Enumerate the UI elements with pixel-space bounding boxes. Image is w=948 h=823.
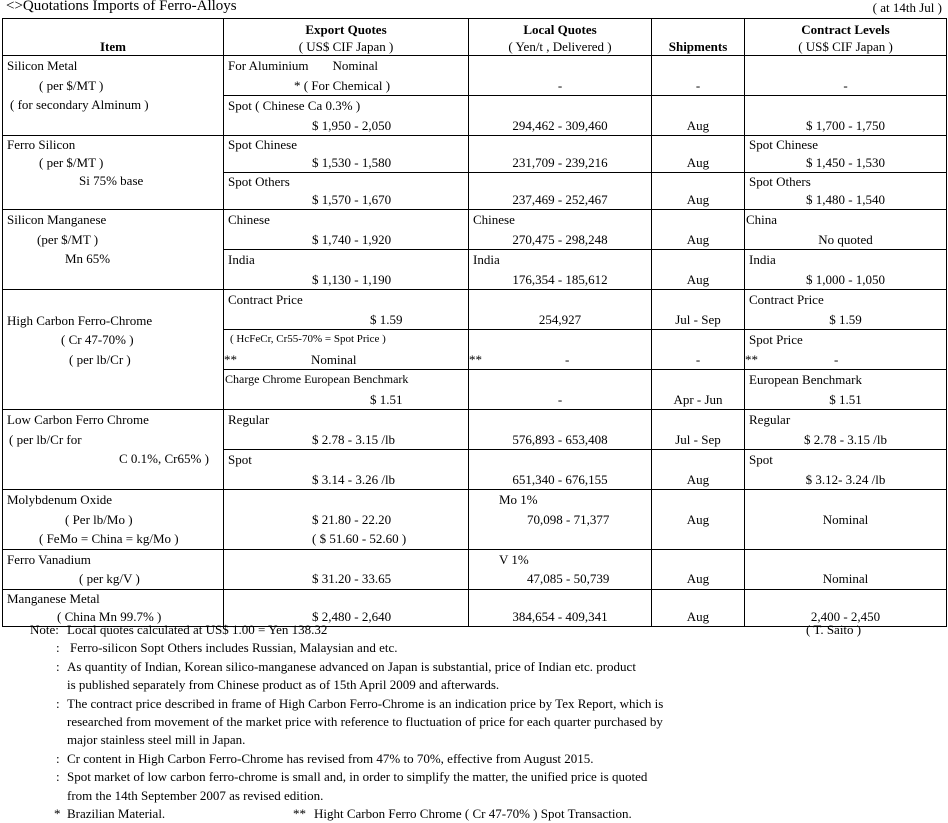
export-cell: Chinese $ 1,740 - 1,920 bbox=[224, 210, 469, 250]
shipment-cell: Jul - Sep bbox=[652, 410, 745, 450]
item-cell: Ferro Vanadium ( per kg/V ) bbox=[3, 549, 224, 589]
export-cell: Spot Chinese $ 1,530 - 1,580 bbox=[224, 136, 469, 173]
local-cell: Mo 1% 70,098 - 71,377 bbox=[469, 490, 652, 550]
shipment-cell: Aug bbox=[652, 96, 745, 136]
table-row bbox=[3, 56, 947, 96]
export-cell: $ 21.80 - 22.20 ( $ 51.60 - 52.60 ) bbox=[224, 490, 469, 550]
shipment-cell: Jul - Sep bbox=[652, 290, 745, 330]
shipment-cell: Aug bbox=[652, 490, 745, 550]
local-cell: 254,927 bbox=[469, 290, 652, 330]
export-cell: Regular $ 2.78 - 3.15 /lb bbox=[224, 410, 469, 450]
table-row bbox=[3, 210, 947, 250]
item-cell: Silicon Manganese (per $/MT ) Mn 65% bbox=[3, 210, 224, 290]
export-cell: For Aluminium Nominal * ( For Chemical ) bbox=[224, 56, 469, 96]
export-cell: Spot Others $ 1,570 - 1,670 bbox=[224, 173, 469, 210]
table-row bbox=[3, 290, 947, 330]
local-cell: V 1% 47,085 - 50,739 bbox=[469, 549, 652, 589]
contract-cell: Spot $ 3.12- 3.24 /lb bbox=[745, 450, 947, 490]
export-cell: ( HcFeCr, Cr55-70% = Spot Price ) ** Nominal bbox=[224, 330, 469, 370]
export-cell: India $ 1,130 - 1,190 bbox=[224, 250, 469, 290]
contract-cell: $ 1,700 - 1,750 bbox=[745, 96, 947, 136]
quotations-table bbox=[2, 18, 947, 627]
shipment-cell: Aug bbox=[652, 549, 745, 589]
item-cell: Manganese Metal ( China Mn 99.7% ) bbox=[3, 589, 224, 626]
item-cell: Molybdenum Oxide ( Per lb/Mo ) ( FeMo = China = kg/Mo ) bbox=[3, 490, 224, 550]
contract-cell: - bbox=[745, 56, 947, 96]
shipment-cell: - bbox=[652, 56, 745, 96]
shipment-cell: Aug bbox=[652, 450, 745, 490]
shipment-cell: Aug bbox=[652, 210, 745, 250]
col-header-contract: Contract Levels ( US$ CIF Japan ) bbox=[745, 19, 947, 56]
contract-cell: Spot Chinese $ 1,450 - 1,530 bbox=[745, 136, 947, 173]
local-cell: 237,469 - 252,467 bbox=[469, 173, 652, 210]
shipment-cell: Aug bbox=[652, 589, 745, 626]
contract-cell: China No quoted bbox=[745, 210, 947, 250]
export-cell: Charge Chrome European Benchmark $ 1.51 bbox=[224, 370, 469, 410]
shipment-cell: Apr - Jun bbox=[652, 370, 745, 410]
export-cell: Spot $ 3.14 - 3.26 /lb bbox=[224, 450, 469, 490]
local-cell: 651,340 - 676,155 bbox=[469, 450, 652, 490]
local-cell: India 176,354 - 185,612 bbox=[469, 250, 652, 290]
export-cell: Contract Price $ 1.59 bbox=[224, 290, 469, 330]
local-cell: - bbox=[469, 370, 652, 410]
shipment-cell: Aug bbox=[652, 136, 745, 173]
local-cell: ** - bbox=[469, 330, 652, 370]
item-cell: Silicon Metal ( per $/MT ) ( for secondary Alminum ) bbox=[3, 56, 224, 136]
contract-cell: Spot Price ** - bbox=[745, 330, 947, 370]
header-row bbox=[3, 19, 947, 56]
col-header-item: Item bbox=[3, 19, 224, 56]
report-date: ( at 14th Jul ) bbox=[872, 0, 942, 15]
item-cell: High Carbon Ferro-Chrome ( Cr 47-70% ) ( per lb/Cr ) bbox=[3, 290, 224, 410]
contract-cell: Spot Others $ 1,480 - 1,540 bbox=[745, 173, 947, 210]
col-header-shipments: Shipments bbox=[652, 19, 745, 56]
page-title: <>Quotations Imports of Ferro-Alloys bbox=[6, 0, 237, 14]
table-row bbox=[3, 136, 947, 173]
local-cell: Chinese 270,475 - 298,248 bbox=[469, 210, 652, 250]
shipment-cell: Aug bbox=[652, 250, 745, 290]
table-row bbox=[3, 490, 947, 550]
table-row bbox=[3, 549, 947, 589]
export-cell: Spot ( Chinese Ca 0.3% ) $ 1,950 - 2,050 bbox=[224, 96, 469, 136]
local-cell: 384,654 - 409,341 bbox=[469, 589, 652, 626]
contract-cell: European Benchmark $ 1.51 bbox=[745, 370, 947, 410]
item-cell: Ferro Silicon ( per $/MT ) Si 75% base bbox=[3, 136, 224, 210]
contract-cell: Contract Price $ 1.59 bbox=[745, 290, 947, 330]
contract-cell: Nominal bbox=[745, 490, 947, 550]
author-credit: ( T. Saito ) bbox=[806, 622, 862, 637]
local-cell: 576,893 - 653,408 bbox=[469, 410, 652, 450]
contract-cell: Nominal bbox=[745, 549, 947, 589]
item-cell: Low Carbon Ferro Chrome ( per lb/Cr for C 0.1%, Cr65% ) bbox=[3, 410, 224, 490]
shipment-cell: - bbox=[652, 330, 745, 370]
contract-cell: Regular $ 2.78 - 3.15 /lb bbox=[745, 410, 947, 450]
shipment-cell: Aug bbox=[652, 173, 745, 210]
table-row bbox=[3, 410, 947, 450]
col-header-export: Export Quotes ( US$ CIF Japan ) bbox=[224, 19, 469, 56]
local-cell: 231,709 - 239,216 bbox=[469, 136, 652, 173]
export-cell: $ 2,480 - 2,640 bbox=[224, 589, 469, 626]
contract-cell: India $ 1,000 - 1,050 bbox=[745, 250, 947, 290]
local-cell: 294,462 - 309,460 bbox=[469, 96, 652, 136]
export-cell: $ 31.20 - 33.65 bbox=[224, 549, 469, 589]
contract-cell: 2,400 - 2,450 bbox=[745, 589, 947, 626]
local-cell: - bbox=[469, 56, 652, 96]
col-header-local: Local Quotes ( Yen/t , Delivered ) bbox=[469, 19, 652, 56]
